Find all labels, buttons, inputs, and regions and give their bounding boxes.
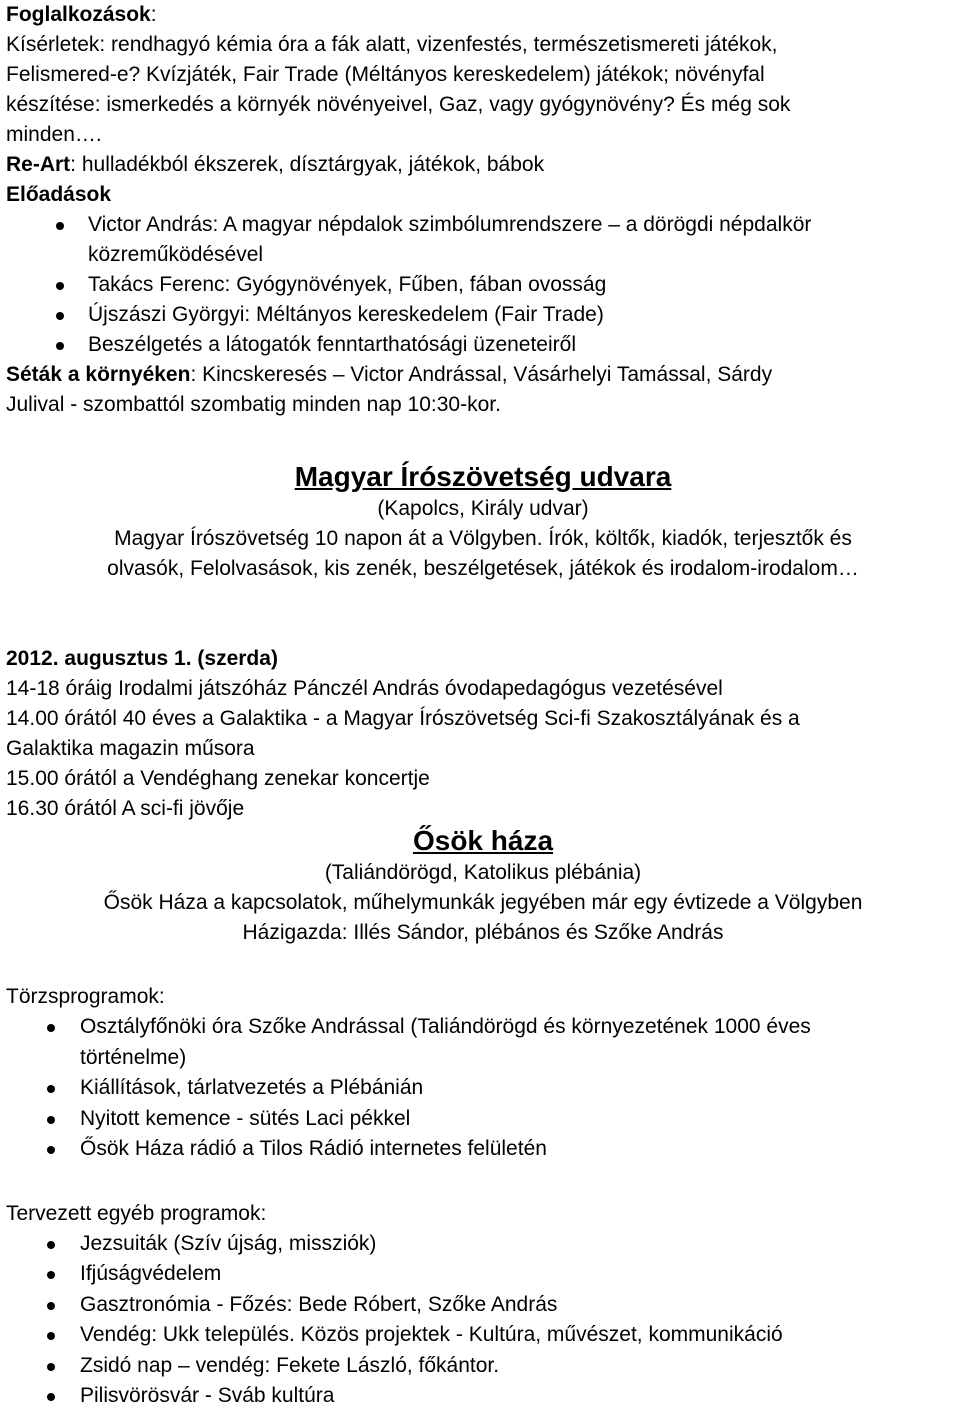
program-text: Ifjúságvédelem <box>80 1262 222 1285</box>
iroszovetseg-line: olvasók, Felolvasások, kis zenék, beszélgetések, játékok és irodalom-irodalom… <box>107 557 859 580</box>
osok-haza-line: Ősök Háza a kapcsolatok, műhelymunkák jegyében már egy évtizede a Völgyben <box>103 891 863 914</box>
list-item <box>6 1229 960 1260</box>
list-item <box>6 1351 960 1382</box>
list-item <box>6 300 960 330</box>
reart-text: : hulladékból ékszerek, dísztárgyak, játékok, bábok <box>70 153 545 176</box>
torzsprogramok-list <box>6 1012 960 1165</box>
setak-text: : Kincskeresés – Victor Andrással, Vásárhelyi Tamással, Sárdy <box>190 363 773 386</box>
foglalkozasok-line: Kísérletek: rendhagyó kémia óra a fák alatt, vizenfestés, természetismereti játékok, <box>6 33 778 56</box>
program-text: Pilisvörösvár - Sváb kultúra <box>80 1384 335 1407</box>
foglalkozasok-line: készítése: ismerkedés a környék növényeivel, Gaz, vagy gyógynövény? És még sok <box>6 93 791 116</box>
aug1-date: 2012. augusztus 1. (szerda) <box>6 647 278 670</box>
setak-line <box>6 360 960 390</box>
heading-colon: : <box>150 3 157 26</box>
spacer <box>6 584 960 644</box>
eloadas-text: Beszélgetés a látogatók fenntarthatósági üzeneteiről <box>88 333 576 356</box>
list-item <box>6 1073 960 1104</box>
foglalkozasok-line: Felismered-e? Kvízjáték, Fair Trade (Méltányos kereskedelem) játékok; növényfal <box>6 63 765 86</box>
list-item <box>6 1320 960 1351</box>
osok-haza-line: Házigazda: Illés Sándor, plébános és Szőke András <box>242 921 724 944</box>
setak-label: Séták a környéken <box>6 363 191 386</box>
spacer <box>6 948 960 982</box>
spacer <box>6 420 960 460</box>
list-item <box>6 1012 900 1073</box>
foglalkozasok-heading-line <box>6 0 960 30</box>
program-text: Kiállítások, tárlatvezetés a Plébánián <box>80 1076 424 1099</box>
tervezett-heading: Tervezett egyéb programok: <box>6 1201 267 1225</box>
program-text: Nyitott kemence - sütés Laci pékkel <box>80 1106 411 1130</box>
foglalkozasok-heading: Foglalkozások <box>6 3 151 26</box>
list-item <box>6 1381 960 1412</box>
tervezett-list <box>6 1229 960 1412</box>
eloadasok-list <box>6 210 960 360</box>
spacer <box>6 1165 960 1199</box>
program-text: Ősök Háza rádió a Tilos Rádió internetes felületén <box>80 1137 547 1160</box>
program-text: Gasztronómia - Főzés: Bede Róbert, Szőke András <box>80 1292 558 1316</box>
reart-label: Re-Art <box>6 153 71 176</box>
program-line: 14.00 órától 40 éves a Galaktika - a Magyar Írószövetség Sci-fi Szakosztályának és a <box>6 707 800 730</box>
iroszovetseg-title: Magyar Írószövetség udvara <box>294 461 672 492</box>
program-text: Vendég: Ukk település. Közös projektek - Kultúra, művészet, kommunikáció <box>80 1323 783 1346</box>
iroszovetseg-line: Magyar Írószövetség 10 napon át a Völgyben. Írók, költők, kiadók, terjesztők és <box>114 527 852 550</box>
iroszovetseg-subtitle: (Kapolcs, Király udvar) <box>377 497 589 520</box>
list-item <box>6 1134 960 1165</box>
eloadas-text: Újszászi Györgyi: Méltányos kereskedelem (Fair Trade) <box>88 303 604 326</box>
setak-line-2: Julival - szombattól szombatig minden nap 10:30-kor. <box>6 393 501 416</box>
program-line: Galaktika magazin műsora <box>6 737 255 760</box>
torzsprogramok-heading: Törzsprogramok: <box>6 985 165 1008</box>
reart-line <box>6 150 960 180</box>
program-line: 16.30 órától A sci-fi jövője <box>6 797 245 820</box>
program-text: Zsidó nap – vendég: Fekete László, főkántor. <box>80 1353 500 1377</box>
program-line: 15.00 órától a Vendéghang zenekar koncertje <box>6 767 430 790</box>
osok-haza-title: Ősök háza <box>412 825 554 856</box>
list-item <box>6 330 960 360</box>
eloadas-text: Victor András: A magyar népdalok szimbólumrendszere – a dörögdi népdalkör közreműködésével <box>88 213 812 266</box>
eloadasok-heading: Előadások <box>6 183 112 206</box>
list-item <box>6 270 960 300</box>
osok-haza-subtitle: (Taliándörögd, Katolikus plébánia) <box>324 861 642 884</box>
program-text: Osztályfőnöki óra Szőke Andrással (Taliándörögd és környezetének 1000 éves történelme) <box>80 1015 811 1069</box>
list-item <box>6 1290 960 1321</box>
list-item <box>6 1104 960 1135</box>
program-line: 14-18 óráig Irodalmi játszóház Pánczél András óvodapedagógus vezetésével <box>6 677 723 700</box>
foglalkozasok-line: minden…. <box>6 123 102 146</box>
program-text: Jezsuiták (Szív újság, missziók) <box>80 1231 377 1255</box>
list-item <box>6 1259 960 1290</box>
eloadas-text: Takács Ferenc: Gyógynövények, Fűben, fában ovosság <box>88 273 607 296</box>
list-item <box>6 210 888 270</box>
